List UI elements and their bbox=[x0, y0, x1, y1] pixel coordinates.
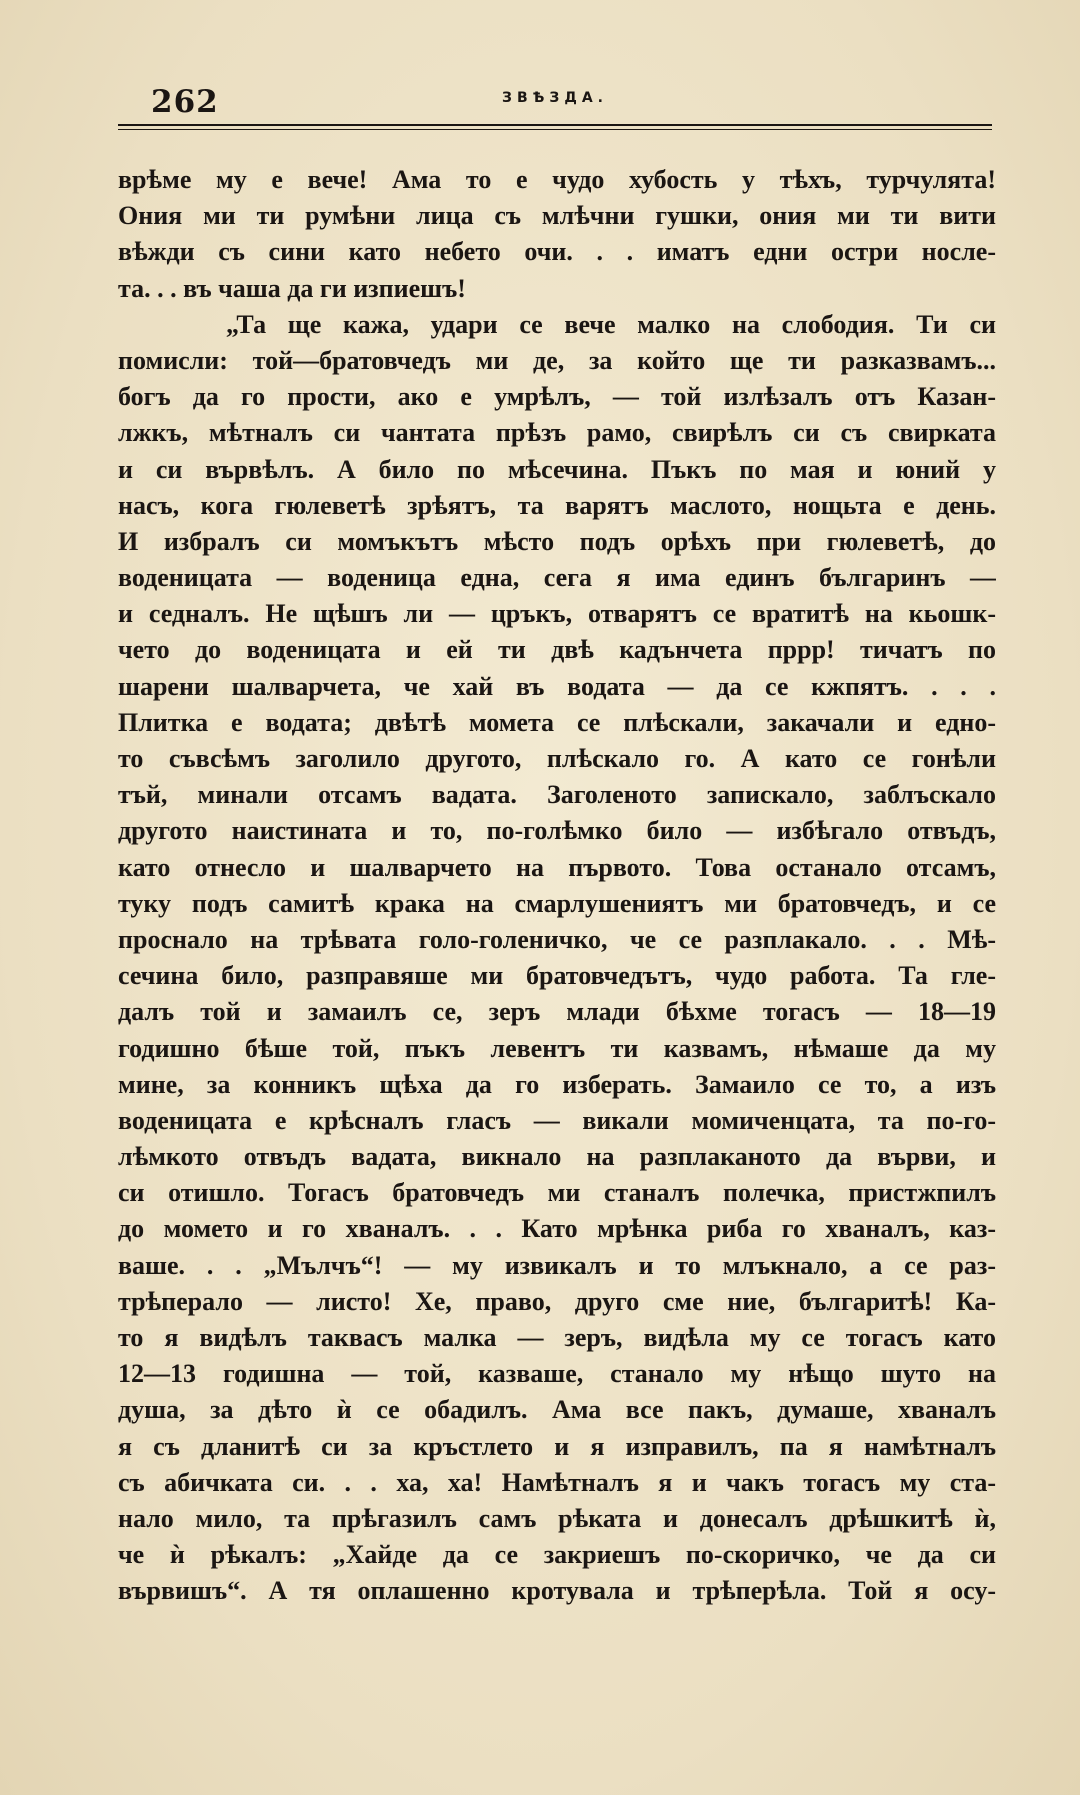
text-line: проснало на трѣвата голо-голеничко, че се разплакало. . . Мѣ- bbox=[118, 924, 996, 954]
text-line: та. . . въ чаша да ги изпиешъ! bbox=[118, 273, 466, 303]
text-line: си отишло. Тогасъ братовчедъ ми станалъ полечка, пристжпилъ bbox=[118, 1178, 996, 1208]
text-line: лѣмкото отвъдъ вадата, викнало на разплаканото да върви, и bbox=[118, 1142, 996, 1172]
text-line: до момето и го хваналъ. . . Като мрѣнка риба го хваналъ, каз- bbox=[118, 1214, 996, 1244]
text-line: нало мило, та прѣгазилъ самъ рѣката и донесалъ дрѣшкитѣ ѝ, bbox=[118, 1503, 996, 1533]
text-line: съ абичката си. . . ха, ха! Намѣтналъ я и чакъ тогасъ му ста- bbox=[118, 1467, 996, 1497]
text-line: богъ да го прости, ако е умрѣлъ, — той излѣзалъ отъ Казан- bbox=[118, 382, 996, 412]
text-line: ваше. . . „Мълчъ“! — му извикалъ и то млъкнало, а се раз- bbox=[118, 1250, 996, 1280]
text-line: Ония ми ти румѣни лица съ млѣчни гушки, ония ми ти вити bbox=[118, 201, 996, 231]
text-line: воденицата е крѣсналъ гласъ — викали момиченцата, та по-го- bbox=[118, 1105, 996, 1135]
paragraph-start-line: „Та ще кажа, удари се вече малко на слободия. Ти си bbox=[226, 309, 996, 339]
header-rule-thick bbox=[118, 124, 992, 126]
text-line: сечина било, разправяше ми братовчедътъ, чудо работа. Та гле- bbox=[118, 961, 996, 991]
text-line: трѣперало — листо! Хе, право, друго сме ние, българитѣ! Ка- bbox=[118, 1286, 996, 1316]
text-line: годишно бѣше той, пъкъ левентъ ти казвамъ, нѣмаше да му bbox=[118, 1033, 996, 1063]
text-line: врѣме му е вече! Ама то е чудо хубость у тѣхъ, турчулята! bbox=[118, 165, 996, 194]
text-line: туку подъ самитѣ крака на смарлушениятъ ми братовчедъ, и се bbox=[118, 888, 996, 918]
text-line: като отнесло и шалварчето на първото. Това останало отсамъ, bbox=[118, 852, 996, 882]
text-line: тъй, минали отсамъ вадата. Заголеното запискало, заблъскало bbox=[118, 780, 996, 810]
text-line: другото наистината и то, по-голѣмко било — избѣгало отвъдъ, bbox=[118, 816, 996, 846]
text-line: насъ, кога гюлеветѣ зрѣятъ, та варятъ маслото, нощьта е день. bbox=[118, 490, 996, 520]
text-line: лжкъ, мѣтналъ си чантата прѣзъ рамо, свирѣлъ си съ свирката bbox=[118, 418, 996, 448]
text-line: вѣжди съ сини като небето очи. . . иматъ едни остри носле- bbox=[118, 237, 996, 267]
text-line: воденицата — воденица една, сега я има единъ българинъ — bbox=[118, 563, 996, 593]
text-line: 12—13 годишна — той, казваше, станало му нѣщо шуто на bbox=[118, 1359, 996, 1389]
text-line: И избралъ си момъкътъ мѣсто подъ орѣхъ при гюлеветѣ, до bbox=[118, 526, 996, 556]
text-line: помисли: той—братовчедъ ми де, за който ще ти разказвамъ... bbox=[118, 345, 996, 375]
text-line: далъ той и замаилъ се, зеръ млади бѣхме тогасъ — 18—19 bbox=[118, 997, 996, 1027]
text-line: че ѝ рѣкалъ: „Хайде да се закриешъ по-скоричко, че да си bbox=[118, 1540, 996, 1570]
text-line: и си вървѣлъ. А било по мѣсечина. Пъкъ по мая и юний у bbox=[118, 454, 996, 484]
body-text bbox=[118, 162, 996, 1610]
text-line: чето до воденицата и ей ти двѣ кадънчета пррр! тичатъ по bbox=[118, 635, 996, 665]
text-line: вървишъ“. А тя оплашенно кротувала и трѣперѣла. Той я осу- bbox=[118, 1576, 996, 1606]
page-header bbox=[118, 78, 992, 128]
header-rule-thin bbox=[118, 129, 992, 130]
text-line: шарени шалварчета, че хай въ водата — да се кжпятъ. . . . bbox=[118, 671, 996, 701]
text-line: я съ дланитѣ си за кръстлето и я изправилъ, па я намѣтналъ bbox=[118, 1431, 996, 1461]
text-line: то я видѣлъ таквасъ малка — зеръ, видѣла му се тогасъ като bbox=[118, 1323, 996, 1352]
page-number: 262 bbox=[151, 84, 219, 120]
text-line: Плитка е водата; двѣтѣ момета се плѣскали, закачали и едно- bbox=[118, 707, 996, 737]
text-line: и седналъ. Не щѣшъ ли — цръкъ, отварятъ се вратитѣ на кьошк- bbox=[118, 599, 996, 629]
text-line: то съвсѣмъ заголило другото, плѣскало го. А като се гонѣли bbox=[118, 744, 996, 773]
running-head: ЗВѢЗДА. bbox=[502, 90, 608, 106]
text-line: мине, за конникъ щѣха да го изберать. Замаило се то, а изъ bbox=[118, 1069, 996, 1099]
text-line: душа, за дѣто ѝ се обадилъ. Ама все пакъ, думаше, хваналъ bbox=[118, 1395, 996, 1425]
